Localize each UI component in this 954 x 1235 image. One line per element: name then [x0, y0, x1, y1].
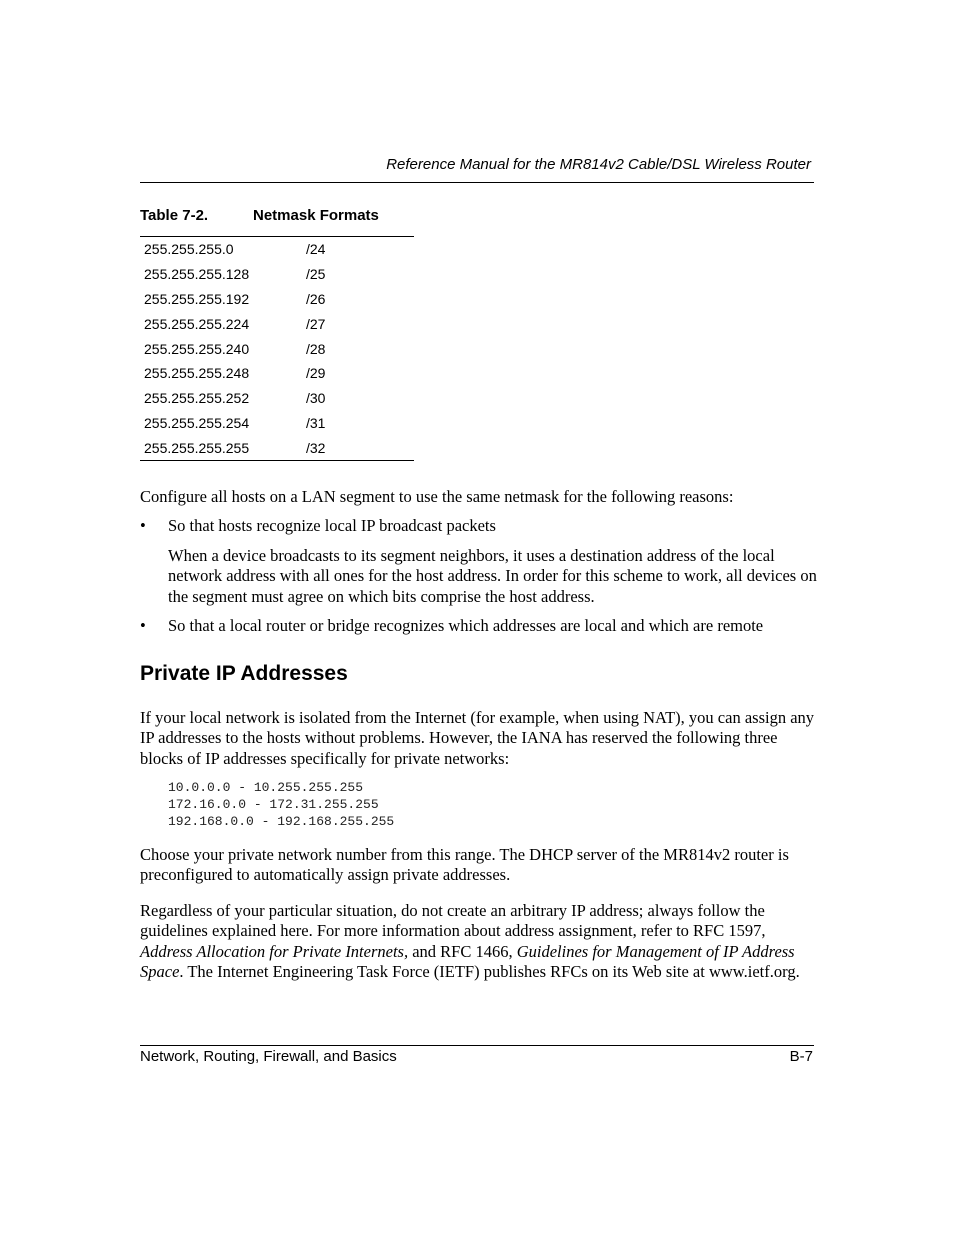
cidr-cell: /27	[306, 315, 326, 332]
header-rule	[140, 182, 814, 183]
netmask-cell: 255.255.255.128	[144, 265, 250, 282]
rfc-text: Regardless of your particular situation, do not create an arbitrary IP address; always follow the guidelines explained here. For more information about address assignment, refer to RFC 1597,	[140, 901, 766, 941]
rfc-text: and RFC 1466,	[408, 941, 517, 961]
netmask-cell: 255.255.255.252	[144, 390, 250, 407]
footer-rule	[140, 1045, 814, 1046]
cidr-cell: /28	[306, 340, 326, 357]
intro-paragraph: Configure all hosts on a LAN segment to use the same netmask for the following reasons:	[140, 487, 734, 506]
netmask-cell: 255.255.255.248	[144, 365, 250, 382]
section-heading: Private IP Addresses	[140, 662, 348, 685]
ip-range-code-block	[168, 779, 394, 830]
table-row	[140, 287, 414, 312]
table-row	[140, 436, 414, 461]
netmask-cell: 255.255.255.192	[144, 290, 250, 307]
bullet-detail-paragraph: When a device broadcasts to its segment neighbors, it uses a destination address of the local network address with all ones for the host address. In order for this scheme to work, all devices on the segment must agree on which bits comprise the host address.	[168, 546, 817, 606]
table-row	[140, 262, 414, 287]
table-number: Table 7-2.	[140, 207, 209, 224]
dhcp-paragraph: Choose your private network number from this range. The DHCP server of the MR814v2 router is preconfigured to automatically assign private addresses.	[140, 845, 789, 885]
ip-range-line: 172.16.0.0 - 172.31.255.255	[168, 797, 379, 812]
cidr-cell: /30	[306, 390, 326, 407]
netmask-table	[140, 237, 414, 461]
netmask-cell: 255.255.255.0	[144, 241, 234, 257]
running-header: Reference Manual for the MR814v2 Cable/DSL Wireless Router	[386, 156, 811, 173]
table-row	[140, 411, 414, 436]
table-bottom-rule	[140, 460, 414, 461]
table-title: Netmask Formats	[253, 207, 379, 224]
rfc-text: . The Internet Engineering Task Force (IETF) publishes RFCs on its Web site at www.ietf.org.	[179, 961, 800, 981]
bullet-marker: •	[140, 616, 146, 635]
cidr-cell: /25	[306, 265, 326, 282]
table-row	[140, 361, 414, 386]
table-row	[140, 312, 414, 337]
cidr-cell: /32	[306, 440, 326, 457]
netmask-cell: 255.255.255.240	[144, 340, 250, 357]
cidr-cell: /24	[306, 241, 326, 257]
rfc-1466-title: Guidelines for Management of IP Address Space	[140, 941, 795, 981]
rfc-paragraph	[140, 901, 820, 982]
netmask-cell: 255.255.255.254	[144, 415, 250, 432]
netmask-cell: 255.255.255.224	[144, 315, 250, 332]
bullet-marker: •	[140, 516, 146, 535]
table-caption	[140, 207, 379, 224]
ip-range-line: 10.0.0.0 - 10.255.255.255	[168, 780, 364, 795]
rfc-1597-title: Address Allocation for Private Internets,	[140, 941, 409, 961]
cidr-cell: /31	[306, 415, 326, 432]
ip-range-line: 192.168.0.0 - 192.168.255.255	[168, 814, 395, 829]
table-row	[140, 337, 414, 362]
table-row	[140, 237, 414, 262]
page-number: B-7	[789, 1048, 813, 1065]
table-row	[140, 386, 414, 411]
netmask-cell: 255.255.255.255	[144, 440, 250, 457]
bullet-text: So that hosts recognize local IP broadcast packets	[168, 516, 496, 535]
cidr-cell: /26	[306, 290, 326, 307]
cidr-cell: /29	[306, 365, 326, 382]
bullet-text: So that a local router or bridge recognizes which addresses are local and which are remote	[168, 616, 764, 635]
private-ip-paragraph: If your local network is isolated from the Internet (for example, when using NAT), you can assign any IP addresses to the hosts without problems. However, the IANA has reserved the following three blocks of IP addresses specifically for private networks:	[140, 708, 815, 768]
footer-chapter: Network, Routing, Firewall, and Basics	[140, 1048, 397, 1065]
